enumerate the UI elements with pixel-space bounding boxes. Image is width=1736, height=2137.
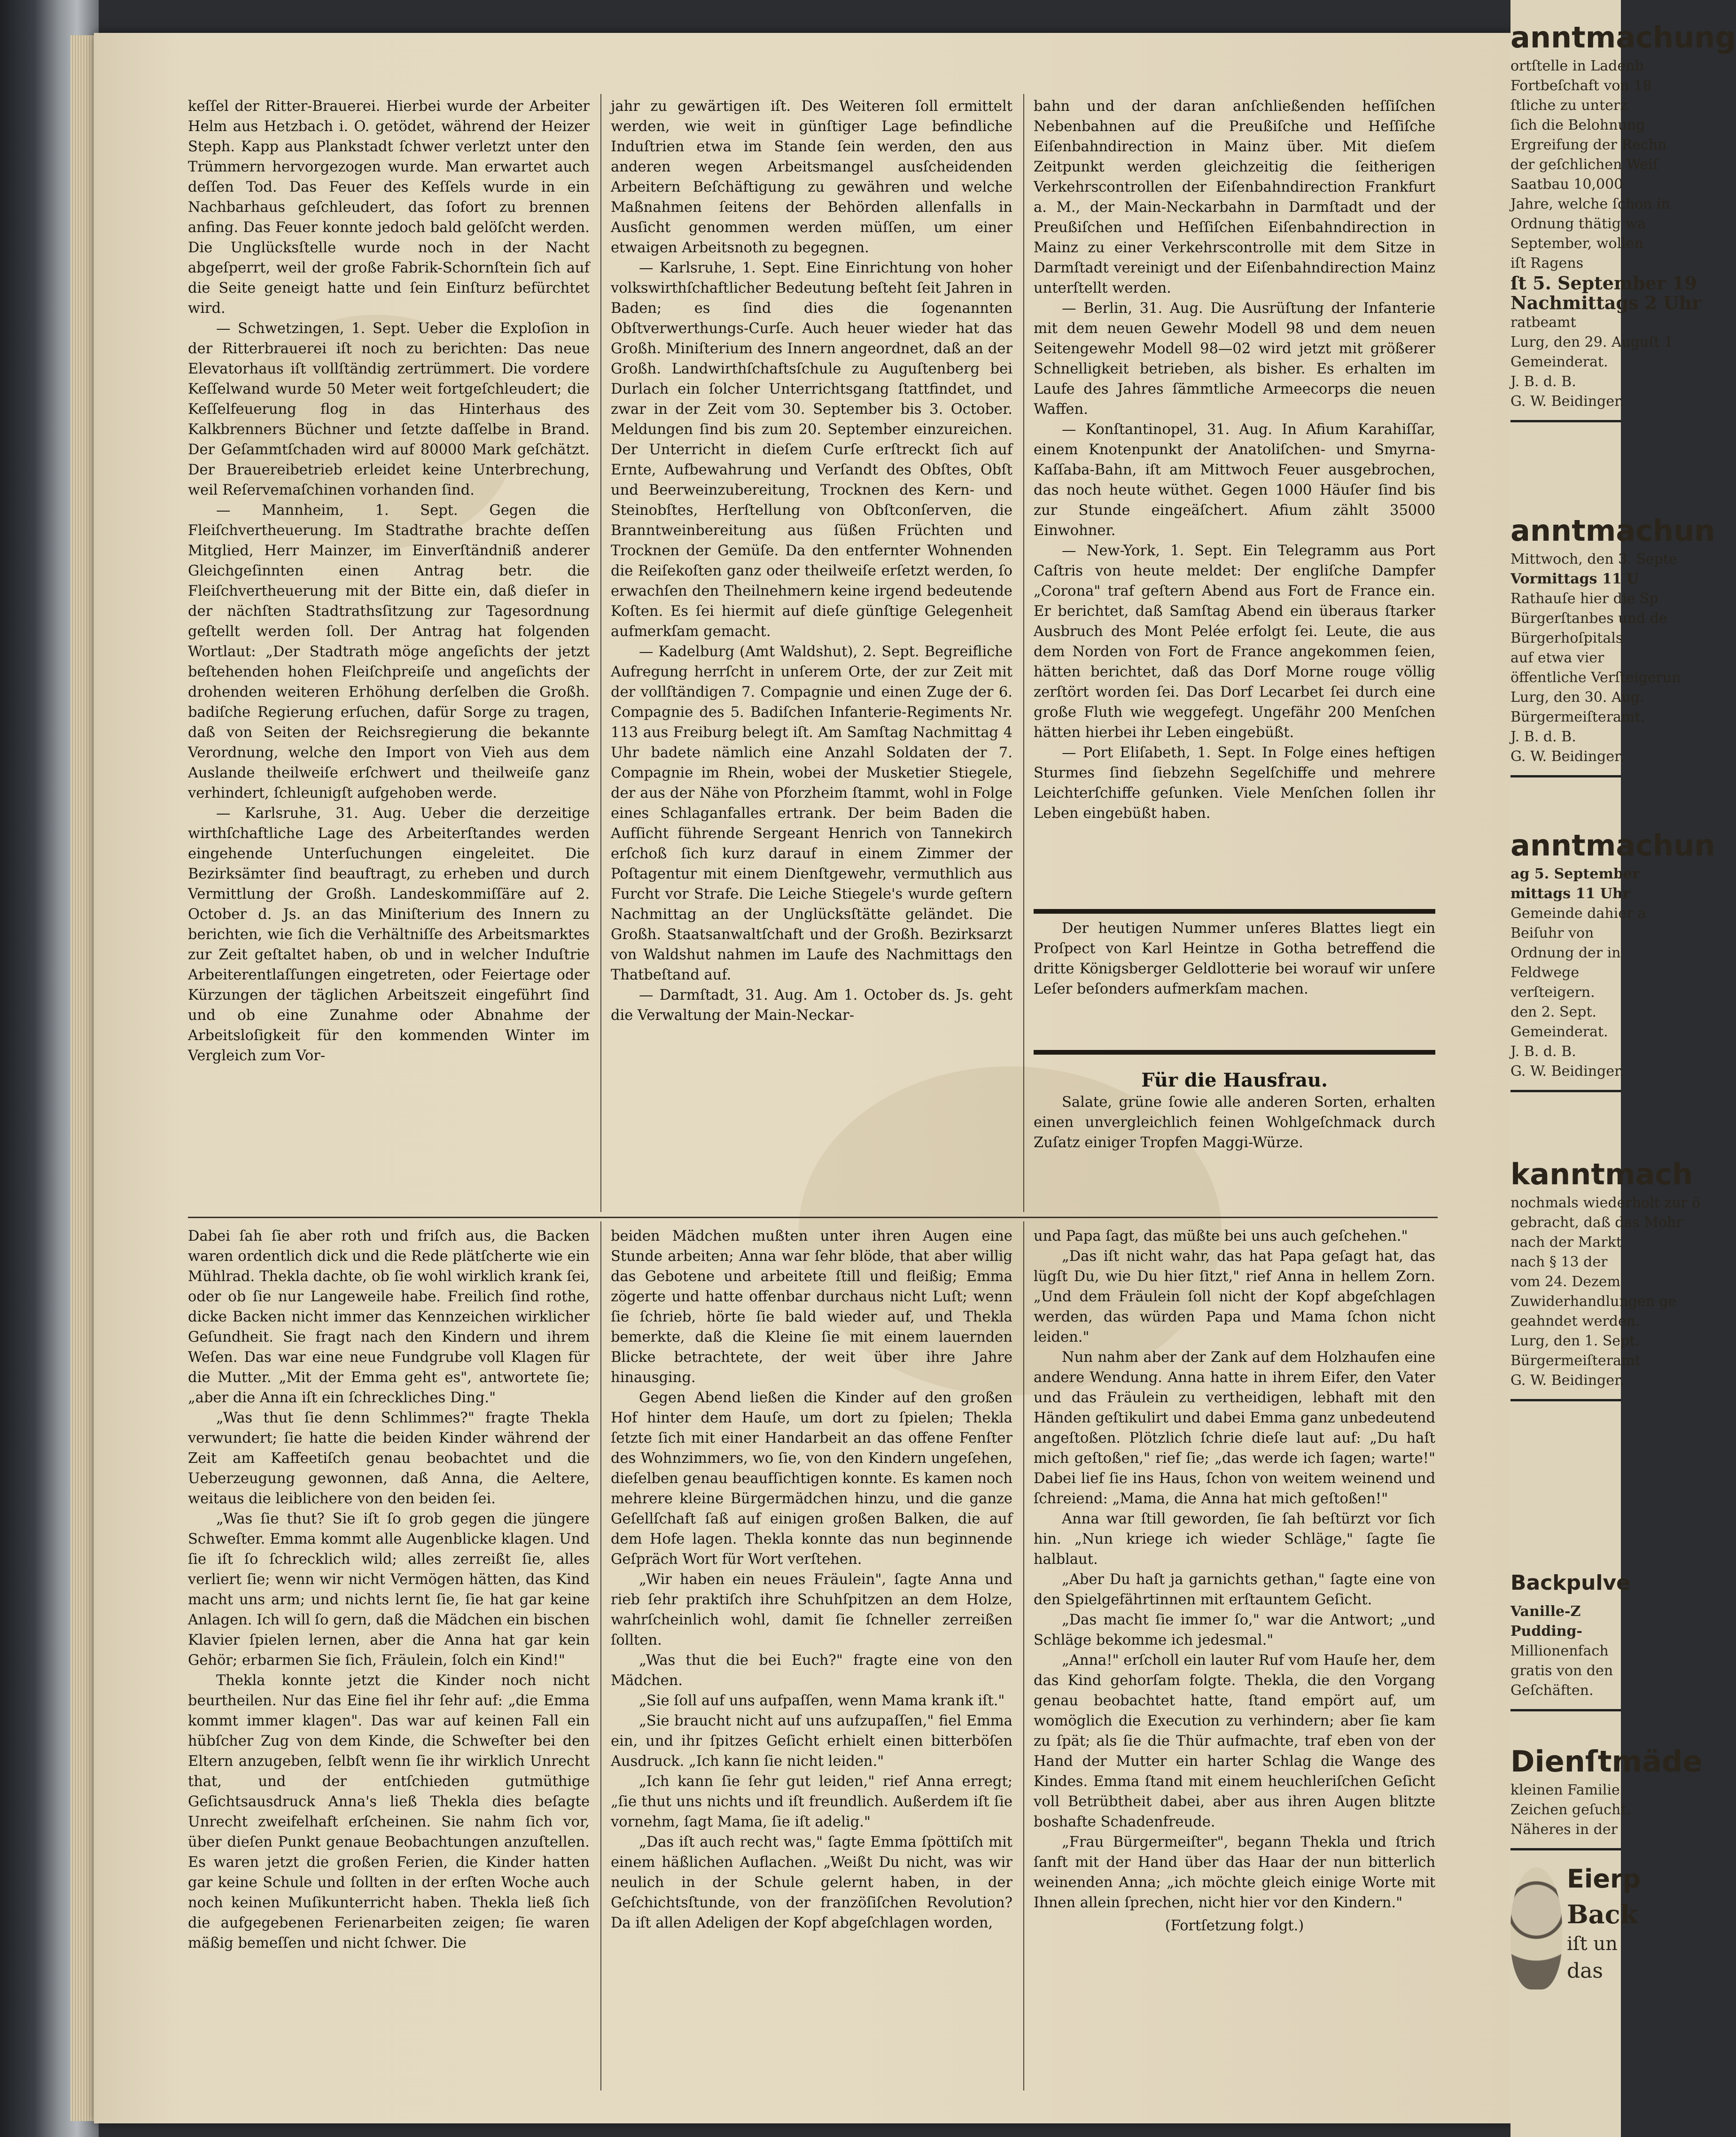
announcement-rule	[1510, 1399, 1621, 1401]
announcement-line: Vormittags 11 U	[1510, 571, 1639, 587]
news-paragraph: — Schwetzingen, 1. Sept. Ueber die Exploſion in der Ritterbrauerei iſt noch zu berichten: Das neue Elevatorhaus iſt vollſtändig zertrümmert. Die vordere Keſſelwand wurde 50 Meter weit fortgeſchleudert; die Keſſelfeuerung flog in das Hinterhaus des Kalkbrenners Büchner und ſetzte daſſelbe in Brand. Der Geſammtſchaden wird auf 80000 Mark geſchätzt. Der Brauereibetrieb erleidet keine Unterbrechung, weil Reſervemaſchinen vorhanden ſind.	[188, 320, 590, 498]
announcement-line: iſt un	[1567, 1933, 1618, 1955]
announcement-line: Ordnung der in	[1510, 945, 1621, 961]
story-paragraph: „Was thut die bei Euch?" fragte eine von den Mädchen.	[611, 1652, 1012, 1689]
announcement-line: Fortbeſchaft von 18	[1510, 78, 1652, 94]
announcement-line: Lurg, den 30. Aug.	[1510, 689, 1644, 706]
column-divider	[600, 94, 601, 1212]
news-paragraph: — New-York, 1. Sept. Ein Telegramm aus Port Caſtris von heute meldet: Der engliſche Dampfer „Corona" traf geſtern Abend aus Fort de France ein. Er berichtet, daß Samſtag Abend ein überaus ſtarker Ausbruch des Mont Pelée erfolgt ſei. Leute, die aus dem Norden von Fort de France angekommen ſeien, hätten berichtet, daß das Dorf Morne rouge völlig zerſtört worden ſei. Das Dorf Lecarbet ſei durch eine große Fluth wie weggefegt. Ungefähr 200 Menſchen hätten hierbei ihr Leben eingebüßt.	[1034, 543, 1435, 741]
announcement-heading: anntmachung	[1510, 20, 1736, 54]
announcement-line: Näheres in der	[1510, 1821, 1618, 1838]
announcement-line: öffentliche Verſteigerun	[1510, 669, 1681, 686]
story-paragraph: Gegen Abend ließen die Kinder auf den großen Hof hinter dem Hauſe, um dort zu ſpielen; Thekla ſetzte ſich mit einer Handarbeit an das offene Fenſter des Wohnzimmers, wo ſie, von den Kindern ungeſehen, dieſelben genau beaufſichtigen konnte. Es kamen noch mehrere kleine Bürgermädchen hinzu, und die ganze Geſellſchaft ſaß auf einigen großen Balken, die auf dem Hofe lagen. Thekla konnte das nun beginnende Geſpräch Wort für Wort verſtehen.	[611, 1390, 1012, 1568]
story-paragraph: „Was ſie thut? Sie iſt ſo grob gegen die jüngere Schweſter. Emma kommt alle Augenblicke klagen. Und ſie iſt ſo ſchrecklich wild; alles zerreißt ſie, alles verliert ſie; wenn wir nicht Vermögen hätten, das Kind macht uns arm; und nichts lernt ſie, ſie hat gar keine Anlagen. Ich will ſo gern, daß die Mädchen ein bischen Klavier ſpielen lernen, aber die Anna hat gar kein Gehör; erbarmen Sie ſich, Fräulein, ſolch ein Kind!"	[188, 1511, 590, 1669]
announcement-line: Beiſuhr von	[1510, 925, 1594, 941]
announcement-line: ſich die Belohnung	[1510, 117, 1645, 133]
announcement-line: G. W. Beidinger.	[1510, 1063, 1624, 1080]
announcement-rule	[1510, 1848, 1621, 1850]
story-column-3	[1034, 1226, 1435, 1936]
announcement-line: Bürgerſtanbes und de	[1510, 610, 1667, 627]
announcement-line: nochmals wiederholt zur ö	[1510, 1195, 1701, 1211]
announcement-line: nach § 13 der	[1510, 1254, 1608, 1270]
announcement-line: Zeichen geſucht.	[1510, 1802, 1631, 1818]
announcement-heading: anntmachun	[1510, 513, 1715, 548]
announcement-line: ſt 5. September 19	[1510, 272, 1697, 294]
announcement-line: Bürgermeiſteramt.	[1510, 709, 1645, 725]
announcement-heading: Backpulve	[1510, 1571, 1630, 1595]
announcement-line: Lurg, den 29. Auguſt 1	[1510, 334, 1674, 350]
announcement-line: ortſtelle in Ladenb	[1510, 58, 1644, 74]
story-paragraph: Thekla konnte jetzt die Kinder noch nicht beurtheilen. Nur das Eine fiel ihr ſehr auf: „die Emma kommt immer klagen". Das war auf keinen Fall ein hübſcher Zug von dem Kinde, die Schweſter bei den Eltern anzugeben, ſelbſt wenn ſie ihr wirklich Unrecht that, und der entſchieden gutmüthige Geſichtsausdruck Anna's ließ Thekla dies beſagte Unrecht zweifelhaft erſcheinen. Sie nahm ſich vor, über dieſen Punkt genaue Beobachtungen anzuſtellen. Es waren jetzt die großen Ferien, die Kinder hatten gar keine Schule und ſollten in der erſten Woche auch noch keinen Muſikunterricht haben. Thekla ließ ſich die aufgegebenen Ferienarbeiten zeigen; ſie waren mäßig bemeſſen und nicht ſchwer. Die	[188, 1672, 590, 1951]
announcement-line: G. W. Beidinger.	[1510, 1372, 1624, 1389]
announcement-line: Mittwoch, den 3. Septe	[1510, 551, 1677, 567]
announcement-heading: Eierp	[1567, 1864, 1641, 1894]
announcement-line: geahndet werden.	[1510, 1313, 1640, 1329]
announcement-line: ſtliche zu unterz	[1510, 97, 1628, 114]
news-paragraph: — Darmſtadt, 31. Aug. Am 1. October ds. Js. geht die Verwaltung der Main-Neckar-	[611, 987, 1012, 1024]
notice-rule-top	[1034, 909, 1435, 914]
announcement-line: Vanille-Z	[1510, 1603, 1581, 1620]
story-paragraph: „Das macht ſie immer ſo," war die Antwort; „und Schläge bekomme ich jedesmal."	[1034, 1612, 1435, 1648]
announcement-line: G. W. Beidinger.	[1510, 393, 1624, 410]
news-column-3	[1034, 96, 1435, 824]
announcement-line: gebracht, daß das Mohr	[1510, 1214, 1683, 1231]
announcement-line: Pudding-	[1510, 1623, 1582, 1640]
notice-rule-bottom	[1034, 1050, 1435, 1055]
announcement-line: den 2. Sept.	[1510, 1004, 1597, 1020]
announcement-line: Ergreifung der Rechn	[1510, 137, 1667, 153]
announcement-line: Gemeinderat.	[1510, 354, 1608, 370]
story-paragraph: „Was thut ſie denn Schlimmes?" fragte Thekla verwundert; ſie hatte die beiden Kinder während der Zeit am Kaffeetiſch genau beobachtet und die Ueberzeugung gewonnen, daß Anna, die Aeltere, weitaus die leiblichere von den beiden ſei.	[188, 1410, 590, 1507]
news-paragraph: — Berlin, 31. Aug. Die Ausrüſtung der Infanterie mit dem neuen Gewehr Modell 98 und dem neuen Seitengewehr Modell 98—02 wird jetzt mit größerer Schnelligkeit betrieben, als bisher. Es erhalten im Laufe des Jahres ſämmtliche Armeecorps die neuen Waffen.	[1034, 300, 1435, 418]
announcement-line: verſteigern.	[1510, 984, 1595, 1001]
column-divider	[600, 1221, 601, 2090]
news-paragraph: — Mannheim, 1. Sept. Gegen die Fleiſchvertheuerung. Im Stadtrathe brachte deſſen Mitglied, Herr Mainzer, im Einverſtändniß anderer Gleichgeſinnten einen Antrag betr. die Fleiſchvertheuerung mit der Bitte ein, daß dieſer in der nächſten Stadtrathsſitzung zur Tagesordnung geſtellt werden ſoll. Der Antrag hat folgenden Wortlaut: „Der Stadtrath möge angeſichts der jetzt beſtehenden hohen Fleiſchpreiſe und angeſichts der drohenden weiteren Erhöhung derſelben die Großh. badiſche Regierung erſuchen, dafür Sorge zu tragen, daß von Seiten der Reichsregierung die bekannte Verordnung, welche den Import von Vieh aus dem Auslande theilweiſe erſchwert und theilweiſe ganz verhindert, ſchleunigſt aufgehoben werde.	[188, 502, 590, 801]
announcement-line: Millionenfach	[1510, 1643, 1609, 1659]
announcement-line: Nachmittags 2 Uhr	[1510, 292, 1702, 313]
announcement-line: G. W. Beidinger.	[1510, 748, 1624, 765]
news-paragraph: — Kadelburg (Amt Waldshut), 2. Sept. Begreifliche Aufregung herrſcht in unſerem Orte, der zur Zeit mit der vollſtändigen 7. Compagnie und einen Zuge der 6. Compagnie des 5. Badiſchen Infanterie-Regiments Nr. 113 aus Freiburg belegt iſt. Am Samſtag Nachmittag 4 Uhr badete nämlich eine Anzahl Soldaten der 7. Compagnie im Rhein, wobei der Musketier Stiegele, der aus der Nähe von Pforzheim ſtammt, wohl in Folge eines Schlaganfalles ertrank. Der beim Baden die Aufſicht führende Sergeant Henrich von Tannekirch erſchoß ſich kurz darauf in einem Zimmer der Poſtagentur mit einem Dienſtgewehr, vermuthlich aus Furcht vor Strafe. Die Leiche Stiegele's wurde geſtern Nachmittag an der Unglücksſtätte geländet. Die Großh. Staatsanwaltſchaft und der Großh. Bezirksarzt von Waldshut nahmen im Laufe des Nachmittags den Thatbeſtand auf.	[611, 644, 1012, 983]
announcement-line: Saatbau 10,000	[1510, 176, 1623, 193]
announcement-block	[1510, 19, 1736, 431]
announcement-line: Feldwege	[1510, 964, 1580, 981]
story-paragraph: beiden Mädchen mußten unter ihren Augen eine Stunde arbeiten; Anna war ſehr blöde, that aber willig das Gebotene und arbeitete ſtill und fleißig; Emma zögerte und hatte offenbar durchaus nicht Luſt; wenn ſie ſchrieb, hörte ſie bald wieder auf, und Thekla bemerkte, daß die Kleine ſie mit einem lauernden Blicke betrachtete, der weit über ihre Jahre hinausging.	[611, 1228, 1012, 1386]
hausfrau-heading: Für die Hausfrau.	[1141, 1069, 1328, 1091]
announcement-line: ratbeamt	[1510, 314, 1576, 331]
portrait-illustration	[1510, 1867, 1562, 1989]
announcement-line: Gemeinde dahier a	[1510, 905, 1646, 922]
announcement-line: nach der Markt	[1510, 1234, 1622, 1251]
news-paragraph: — Karlsruhe, 31. Aug. Ueber die derzeitige wirthſchaftliche Lage des Arbeiterſtandes werden eingehende Unterſuchungen eingeleitet. Die Bezirksämter ſind beauftragt, zu erheben und durch Vermittlung der Großh. Landeskommiſſäre auf 2. October d. Js. an das Miniſterium des Innern zu berichten, wie ſich die Verhältniſſe des Arbeitsmarktes zur Zeit geſtaltet haben, ob und in welcher Induſtrie Arbeiterentlaſſungen eingetreten, oder Feiertage oder Kürzungen der täglichen Arbeitszeit eingeführt ſind und ob eine Zunahme oder Abnahme der Arbeitsloſigkeit für den kommenden Winter im Vergleich zum Vor-	[188, 805, 590, 1064]
announcement-line: Zuwiderhandlungen ge	[1510, 1293, 1677, 1310]
story-column-1	[188, 1226, 590, 1953]
story-paragraph: „Ich kann ſie ſehr gut leiden," rief Anna erregt; „ſie thut uns nichts und iſt freundlich. Außerdem iſt ſie vornehm, ſagt Mama, ſie iſt adelig."	[611, 1773, 1012, 1830]
announcement-line: vom 24. Dezem	[1510, 1274, 1621, 1290]
adjacent-page	[1510, 0, 1736, 2137]
announcement-rule	[1510, 775, 1621, 777]
announcement-line: Ordnung thätig wa	[1510, 216, 1646, 232]
announcement-line: mittags 11 Uhr	[1510, 886, 1630, 902]
continued-note: (Fortſetzung folgt.)	[1165, 1918, 1304, 1934]
story-paragraph: „Wir haben ein neues Fräulein", ſagte Anna und rieb ſehr praktiſch ihre Schuhſpitzen an dem Holze, wahrſcheinlich wohl, damit ſie ſchneller zerreißen ſollten.	[611, 1571, 1012, 1648]
column-divider	[1023, 1221, 1024, 2090]
announcement-line: Gemeinderat.	[1510, 1024, 1608, 1040]
announcement-line: kleinen Familie	[1510, 1782, 1620, 1798]
announcement-line: Back	[1567, 1899, 1638, 1929]
news-paragraph: keſſel der Ritter-Brauerei. Hierbei wurde der Arbeiter Helm aus Hetzbach i. O. getödet, während der Heizer Steph. Kapp aus Plankstadt ſchwer verletzt unter den Trümmern hervorgezogen wurde. Man erwartet auch deſſen Tod. Das Feuer des Keſſels wurde in ein Nachbarhaus geſchleudert, das ſofort zu brennen anfing. Das Feuer konnte jedoch bald gelöſcht werden. Die Unglücksſtelle wurde noch in der Nacht abgeſperrt, weil der große Fabrik-Schornſtein ſich auf die Seite geneigt hatte und ſein Einſturz befürchtet wird.	[188, 98, 590, 317]
newspaper-page	[94, 33, 1527, 2123]
announcement-block	[1510, 512, 1715, 786]
announcement-line: Geſchäften.	[1510, 1682, 1594, 1699]
story-paragraph: Dabei ſah ſie aber roth und friſch aus, die Backen waren ordentlich dick und die Rede plätſcherte wie ein Mühlrad. Thekla dachte, ob ſie wohl wirklich krank ſei, oder ob ſie nur Langeweile habe. Freilich ſind rothe, dicke Backen nicht immer das Kennzeichen wirklicher Geſundheit. Sie fragt nach den Kindern und ihrem Weſen. Das war eine neue Fundgrube voll Klagen für die Mutter. „Mit der Emma geht es", antwortete ſie; „aber die Anna iſt ein ſchreckliches Ding."	[188, 1228, 590, 1406]
notice-text: Der heutigen Nummer unſeres Blattes liegt ein Proſpect von Karl Heintze in Gotha betreffend die dritte Königsberger Geldlotterie bei worauf wir unſere Leſer beſonders aufmerkſam machen.	[1034, 920, 1435, 997]
story-paragraph: „Anna!" erſcholl ein lauter Ruf vom Hauſe her, dem das Kind gehorſam folgte. Thekla, die den Vorgang genau beobachtet hatte, ſtand empört auf, um womöglich die Execution zu verhindern; aber ſie kam zu ſpät; als ſie die Thür aufmachte, traf eben von der Hand der Mutter ein harter Schlag die Wange des Kindes. Emma ſtand mit einem heuchleriſchen Geſicht voll Betrübtheit dabei, aber aus ihren Augen blitzte boshafte Schadenfreude.	[1034, 1652, 1435, 1830]
announcement-heading: Dienſtmäde	[1510, 1744, 1703, 1779]
hausfrau-section	[1034, 1066, 1435, 1153]
announcement-line: Lurg, den 1. Sept.	[1510, 1333, 1640, 1349]
announcement-rule	[1510, 1709, 1621, 1711]
announcement-line: Jahre, welche ſchon in	[1510, 196, 1670, 212]
news-paragraph: — Karlsruhe, 1. Sept. Eine Einrichtung von hoher volkswirthſchaftlicher Bedeutung beſteht ſeit Jahren in Baden; es ſind dies die ſogenannten Obſtverwerthungs-Curſe. Auch heuer wieder hat das Großh. Miniſterium des Innern angeordnet, daß an der Großh. Landwirthſchaftsſchule zu Auguſtenberg bei Durlach ein ſolcher Unterrichtsgang ſtattfindet, und zwar in der Zeit vom 30. September bis 3. October. Meldungen ſind bis zum 20. September einzureichen. Der Unterricht in dieſem Curſe erſtreckt ſich auf Ernte, Aufbewahrung und Verſandt des Obſtes, Obſt und Beerweinzubereitung, Trocknen des Kern- und Steinobſtes, Herſtellung von Obſtconſerven, die Branntweinbereitung aus ſüßen Früchten und Trocknen der Gemüſe. Da den entfernter Wohnenden die Reiſekoſten ganz oder theilweiſe erſetzt werden, ſo erwachſen den Theilnehmern keine irgend bedeutende Koſten. Es ſei hiermit auf dieſe günſtige Gelegenheit aufmerkſam gemacht.	[611, 260, 1012, 640]
announcement-heading: kanntmach	[1510, 1157, 1693, 1191]
announcement-rule	[1510, 420, 1621, 422]
story-paragraph: Nun nahm aber der Zank auf dem Holzhaufen eine andere Wendung. Anna hatte in ihrem Eifer, den Vater und das Fräulein zu vertheidigen, lebhaft mit den Händen geſtikulirt und dabei Emma ganz unbedeutend angeſtoßen. Plötzlich ſchrie dieſe laut auf: „Du haſt mich geſtoßen," rief ſie; „das werde ich ſagen; warte!" Dabei lief ſie ins Haus, ſchon von weitem weinend und ſchreiend: „Mama, die Anna hat mich geſtoßen!"	[1034, 1349, 1435, 1507]
story-paragraph: „Aber Du haſt ja garnichts gethan," ſagte eine von den Spielgefährtinnen mit erſtauntem Geſicht.	[1034, 1571, 1435, 1608]
announcement-line: auf etwa vier	[1510, 650, 1604, 666]
news-paragraph: — Port Eliſabeth, 1. Sept. In Folge eines heftigen Sturmes ſind ſiebzehn Segelſchiffe und mehrere Leichterſchiffe geſunken. Viele Menſchen ſollen ihr Leben eingebüßt haben.	[1034, 745, 1435, 822]
announcement-heading: anntmachun	[1510, 828, 1715, 863]
announcement-line: Rathauſe hier die Sp	[1510, 591, 1658, 607]
column-divider	[1023, 94, 1024, 1212]
section-divider	[188, 1217, 1438, 1218]
story-paragraph: „Sie ſoll auf uns aufpaſſen, wenn Mama krank iſt."	[639, 1693, 1005, 1709]
announcement-line: Bürgermeiſteramt	[1510, 1352, 1641, 1369]
news-column-2	[611, 96, 1012, 1026]
announcement-line: iſt Ragens	[1510, 255, 1584, 272]
announcement-line: Bürgerhoſpitals	[1510, 630, 1623, 646]
announcement-line: ag 5. September	[1510, 866, 1640, 882]
announcement-block	[1510, 1564, 1630, 1720]
story-paragraph: „Das iſt nicht wahr, das hat Papa geſagt hat, das lügſt Du, wie Du hier ſitzt," rief Anna in hellem Zorn. „Und dem Fräulein ſoll nicht der Kopf abgeſchlagen werden, das würden Papa und Mama ſchon nicht leiden."	[1034, 1248, 1435, 1345]
announcement-line: gratis von den	[1510, 1663, 1613, 1679]
story-paragraph: „Sie braucht nicht auf uns aufzupaſſen," fiel Emma ein, und ihr ſpitzes Geſicht erhielt einen bitterböſen Ausdruck. „Ich kann ſie nicht leiden."	[611, 1713, 1012, 1770]
story-paragraph: „Frau Bürgermeiſter", begann Thekla und ſtrich ſanft mit der Hand über das Haar der nun bitterlich weinenden Anna; „ich möchte gleich einige Worte mit Ihnen allein ſprechen, nicht hier vor den Kindern."	[1034, 1834, 1435, 1911]
announcement-line: J. B. d. B.	[1510, 1043, 1576, 1060]
announcement-line: der geſchlichen Weiſ	[1510, 156, 1658, 173]
hausfrau-text: Salate, grüne ſowie alle anderen Sorten, erhalten einen unvergleichlich feinen Wohlgeſchmack durch Zuſatz einiger Tropfen Maggi-Würze.	[1034, 1094, 1435, 1151]
story-paragraph: „Das iſt auch recht was," ſagte Emma ſpöttiſch mit einem häßlichen Auflachen. „Weißt Du nicht, was wir neulich in der Schule gelernt haben, in der Geſchichtsſtunde, von der franzöſiſchen Revolution? Da iſt allen Adeligen der Kopf abgeſchlagen worden,	[611, 1834, 1012, 1931]
announcement-block	[1510, 1156, 1701, 1410]
story-column-2	[611, 1226, 1012, 1933]
story-paragraph: und Papa ſagt, das müßte bei uns auch geſchehen."	[1034, 1228, 1408, 1244]
announcement-line: September, wollen	[1510, 235, 1643, 252]
announcement-block	[1510, 1743, 1703, 1859]
news-column-1	[188, 96, 590, 1066]
lottery-notice	[1034, 918, 1435, 999]
announcement-line: das	[1567, 1959, 1603, 1983]
news-paragraph: — Konſtantinopel, 31. Aug. In Afium Karahiſſar, einem Knotenpunkt der Anatoliſchen- und Smyrna-Kaſſaba-Bahn, iſt am Mittwoch Feuer ausgebrochen, das noch heute wüthet. Gegen 1000 Häuſer ſind bis zur Stunde eingeäſchert. Afium zählt 35000 Einwohner.	[1034, 421, 1435, 539]
announcement-block	[1510, 827, 1715, 1101]
announcement-line: J. B. d. B.	[1510, 729, 1576, 745]
announcement-rule	[1510, 1090, 1621, 1092]
news-paragraph: bahn und der daran anſchließenden heſſiſchen Nebenbahnen auf die Preußiſche und Heſſiſche Eiſenbahndirection in Mainz über. Mit dieſem Zeitpunkt werden gleichzeitig die ſeitherigen Verkehrscontrollen der Eiſenbahndirection Frankfurt a. M., der Main-Neckarbahn in Darmſtadt und der Preußiſchen und Heſſiſchen Eiſenbahndirection in Mainz zu einer Verkehrscontrolle mit dem Sitze in Darmſtadt vereinigt und der Eiſenbahndirection Mainz unterſtellt werden.	[1034, 98, 1435, 296]
story-paragraph: Anna war ſtill geworden, ſie ſah beſtürzt vor ſich hin. „Nun kriege ich wieder Schläge," ſagte ſie halblaut.	[1034, 1511, 1435, 1568]
news-paragraph: jahr zu gewärtigen iſt. Des Weiteren ſoll ermittelt werden, wie weit in günſtiger Lage befindliche Induſtrien etwa im Stande ſein werden, den aus anderen wegen Arbeitsmangel ausſcheidenden Arbeitern Beſchäftigung zu gewähren und welche Maßnahmen ſeitens der Behörden allenfalls in Ausſicht genommen werden müſſen, um einer etwaigen Arbeitsnoth zu begegnen.	[611, 98, 1012, 256]
announcement-line: J. B. d. B.	[1510, 373, 1576, 390]
